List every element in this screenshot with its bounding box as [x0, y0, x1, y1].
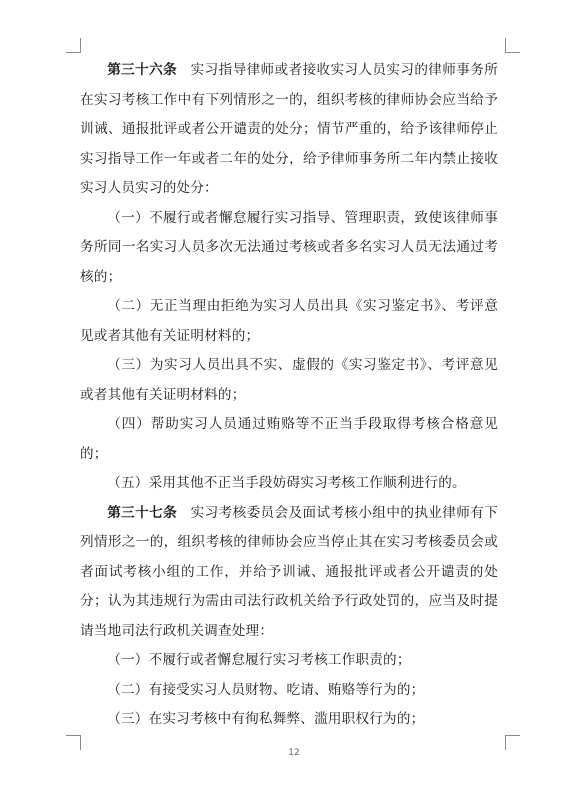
paragraph-text: 实习指导律师或者接收实习人员实习的律师事务所在实习考核工作中有下列情形之一的，组织考核的律师协会应当给予训诫、通报批评或者公开谴责的处分；情节严重的，给予该律师停止实习指导工作一年或者二年的处分，给予律师事务所二年内禁止接收实习人员实习的处分：	[80, 62, 498, 196]
crop-mark-top-left	[66, 38, 81, 53]
list-item	[80, 204, 498, 293]
article-number: 第三十七条	[107, 504, 178, 521]
document-body	[80, 56, 498, 735]
list-item	[80, 676, 498, 706]
paragraph-text: （二）无正当理由拒绝为实习人员出具《实习鉴定书》、考评意见或者其他有关证明材料的；	[80, 298, 498, 344]
paragraph-text: （三）为实习人员出具不实、虚假的《实习鉴定书》、考评意见或者其他有关证明材料的；	[80, 357, 498, 403]
list-item	[80, 469, 498, 499]
article-number: 第三十六条	[107, 62, 178, 78]
list-item	[80, 351, 498, 410]
paragraph-text: （二）有接受实习人员财物、吃请、贿赂等行为的；	[107, 681, 425, 698]
paragraph-text: （三）在实习考核中有徇私舞弊、滥用职权行为的；	[107, 711, 425, 727]
paragraph-text: （一）不履行或者懈怠履行实习考核工作职责的；	[107, 652, 411, 668]
list-item	[80, 292, 498, 351]
paragraph-text: （一）不履行或者懈怠履行实习指导、管理职责，致使该律师事务所同一名实习人员多次无法通过考核或者多名实习人员无法通过考核的；	[80, 209, 498, 285]
list-item	[80, 410, 498, 469]
paragraph-text: （五）采用其他不正当手段妨碍实习考核工作顺利进行的。	[107, 475, 466, 491]
paragraph-text: （四）帮助实习人员通过贿赂等不正当手段取得考核合格意见的；	[80, 416, 498, 462]
page-number: 12	[288, 748, 300, 758]
article-36-paragraph	[80, 56, 498, 204]
article-37-paragraph	[80, 499, 498, 647]
list-item	[80, 705, 498, 735]
list-item	[80, 646, 498, 676]
crop-mark-top-right	[505, 38, 520, 53]
paragraph-text: 实习考核委员会及面试考核小组中的执业律师有下列情形之一的，组织考核的律师协会应当停止其在实习考核委员会或者面试考核小组的工作，并给予训诫、通报批评或者公开谴责的处分；认为其违规行为需由司法行政机关给予行政处罚的，应当及时提请当地司法行政机关调查处理：	[80, 504, 498, 639]
